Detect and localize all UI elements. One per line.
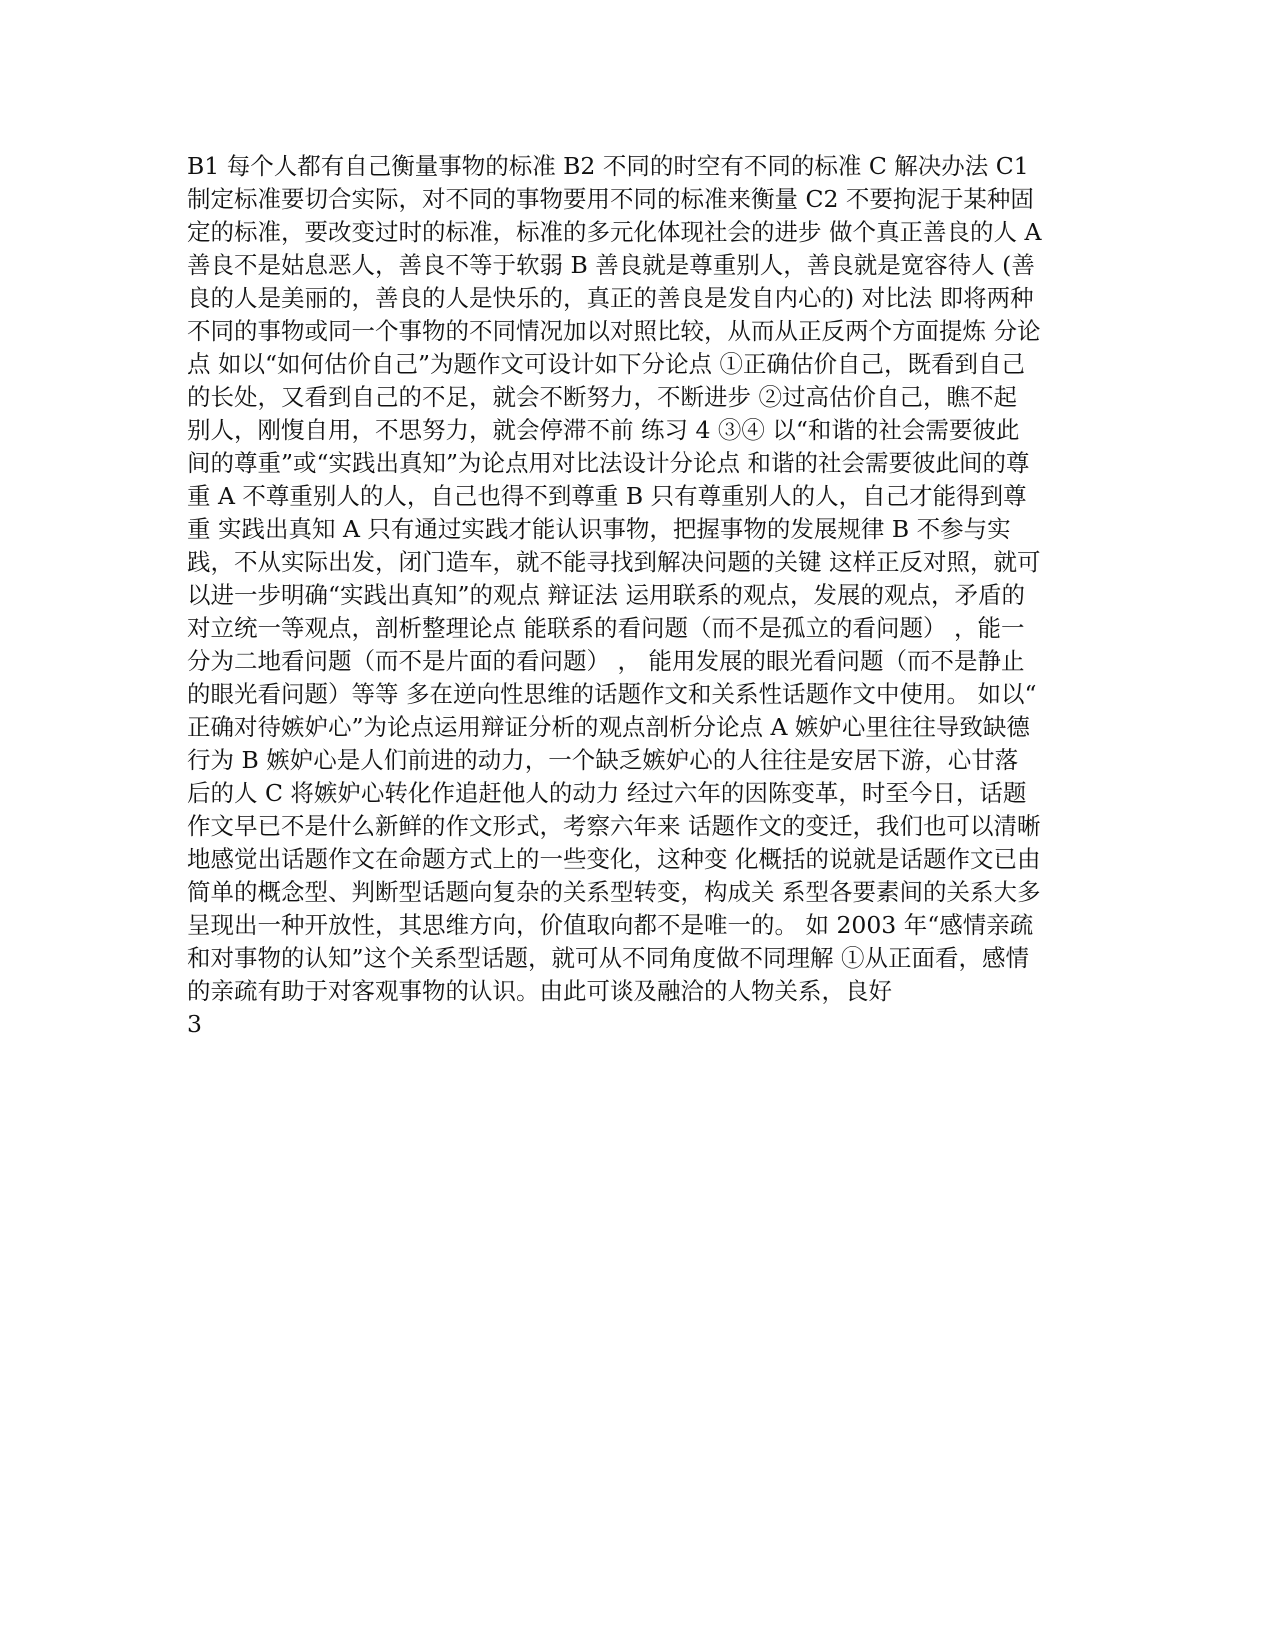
text-line-12: 重 实践出真知 A 只有通过实践才能认识事物，把握事物的发展规律 B 不参与实 [187, 515, 1011, 543]
text-line-17: 的眼光看问题）等等 多在逆向性思维的话题作文和关系性话题作文中使用。 如以“ [187, 680, 1037, 708]
text-line-6: 不同的事物或同一个事物的不同情况加以对照比较，从而从正反两个方面提炼 分论 [187, 317, 1041, 345]
text-line-24: 呈现出一种开放性，其思维方向，价值取向都不是唯一的。 如 2003 年“感情亲疏 [187, 911, 1034, 939]
text-line-1: B1 每个人都有自己衡量事物的标准 B2 不同的时空有不同的标准 C 解决办法 C1 [187, 152, 1029, 180]
text-line-22: 地感觉出话题作文在命题方式上的一些变化，这种变 化概括的说就是话题作文已由 [187, 845, 1041, 873]
page-number: 3 [187, 1010, 202, 1038]
body-text [187, 150, 1092, 1041]
text-line-16: 分为二地看问题（而不是片面的看问题） ， 能用发展的眼光看问题（而不是静止 [187, 647, 1025, 675]
text-line-2: 制定标准要切合实际，对不同的事物要用不同的标准来衡量 C2 不要拘泥于某种固 [187, 185, 1034, 213]
text-line-4: 善良不是姑息恶人，善良不等于软弱 B 善良就是尊重别人，善良就是宽容待人 (善 [187, 251, 1035, 279]
text-line-13: 践，不从实际出发，闭门造车，就不能寻找到解决问题的关键 这样正反对照，就可 [187, 548, 1041, 576]
text-line-5: 良的人是美丽的，善良的人是快乐的，真正的善良是发自内心的) 对比法 即将两种 [187, 284, 1034, 312]
text-line-18: 正确对待嫉妒心”为论点运用辩证分析的观点剖析分论点 A 嫉妒心里往往导致缺德 [187, 713, 1030, 741]
text-line-20: 后的人 C 将嫉妒心转化作追赶他人的动力 经过六年的因陈变革，时至今日，话题 [187, 779, 1027, 807]
text-line-26: 的亲疏有助于对客观事物的认识。由此可谈及融洽的人物关系，良好 [187, 977, 892, 1005]
text-line-11: 重 A 不尊重别人的人，自己也得不到尊重 B 只有尊重别人的人，自己才能得到尊 [187, 482, 1027, 510]
text-line-7: 点 如以“如何估价自己”为题作文可设计如下分论点 ①正确估价自己，既看到自己 [187, 350, 1025, 378]
text-line-9: 别人，刚愎自用，不思努力，就会停滞不前 练习 4 ③④ 以“和谐的社会需要彼此 [187, 416, 1020, 444]
text-line-23: 简单的概念型、判断型话题向复杂的关系型转变，构成关 系型各要素间的关系大多 [187, 878, 1041, 906]
text-line-21: 作文早已不是什么新鲜的作文形式，考察六年来 话题作文的变迁，我们也可以清晰 [187, 812, 1041, 840]
text-line-14: 以进一步明确“实践出真知”的观点 辩证法 运用联系的观点，发展的观点，矛盾的 [187, 581, 1025, 609]
text-line-25: 和对事物的认知”这个关系型话题，就可从不同角度做不同理解 ①从正面看，感情 [187, 944, 1029, 972]
text-line-8: 的长处，又看到自己的不足，就会不断努力，不断进步 ②过高估价自己，瞧不起 [187, 383, 1017, 411]
text-line-19: 行为 B 嫉妒心是人们前进的动力，一个缺乏嫉妒心的人往往是安居下游，心甘落 [187, 746, 1019, 774]
text-line-15: 对立统一等观点，剖析整理论点 能联系的看问题（而不是孤立的看问题） ，能一 [187, 614, 1025, 642]
text-line-10: 间的尊重”或“实践出真知”为论点用对比法设计分论点 和谐的社会需要彼此间的尊 [187, 449, 1030, 477]
text-line-3: 定的标准，要改变过时的标准，标准的多元化体现社会的进步 做个真正善良的人 A [187, 218, 1042, 246]
